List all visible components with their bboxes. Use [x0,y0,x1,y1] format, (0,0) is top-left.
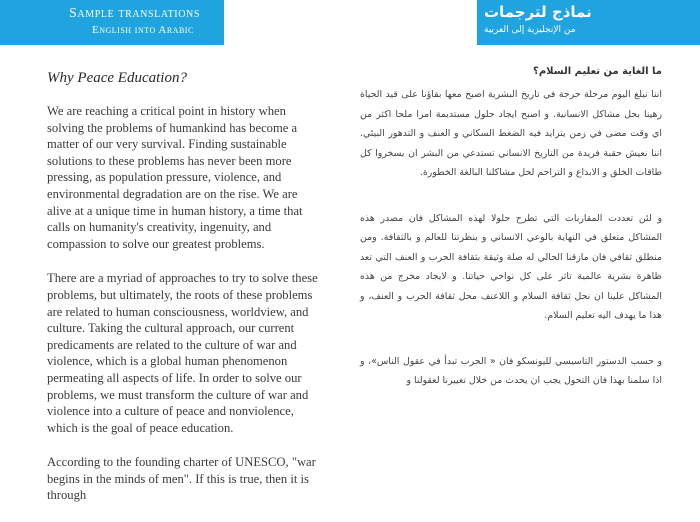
english-paragraph-2: There are a myriad of approaches to try to solve these problems, but ultimately, the roots of these problems are related to human consciousness, worldview, and culture. Taking the cultural approach, our current predicaments are related to the culture of war and violence, which is a global human phenomenon permeating all aspects of life. In order to solve our problems, we must transform the culture of war and violence into a culture of peace and nonviolence, which is the goal of peace education. [47,271,318,435]
header-title-english: Sample translations [69,6,201,21]
header-subtitle-arabic: من الإنجليزية إلى العربية [484,25,576,35]
english-column [47,70,322,522]
header-subtitle-english: English into Arabic [92,24,194,36]
arabic-paragraph-1: اننا نبلغ اليوم مرحلة حرجة في تاريخ البشرية اصبح معها بقاؤنا على قيد الحياة رهينا بحل مشاكل الانسانية. و اصبح ايجاد حلول مستديمة امرا ملحا اكثر من اي وقت مضى في زمن يتزايد فيه الضغط السكاني و العنف و التدهور البيئي. اننا نعيش حقبة فريدة من التاريخ الانساني تستدعي من البشر ان يسخروا كل طاقات الخلق و الابداع و التراحم لحل مشاكلنا البالغة الخطورة. [360,89,662,178]
arabic-paragraph-3: و حسب الدستور التاسيسي لليونسكو فان « الحرب تبدأ في عقول الناس»، و اذا سلمنا بهذا فان التحول يجب ان يحدث من خلال تغييرنا لعقولنا و [360,355,662,386]
english-heading: Why Peace Education? [47,70,187,86]
arabic-paragraph-2: و لئن تعددت المقاربات التي تطرح حلولا لهذه المشاكل فان مصدر هذه المشاكل متعلق في النهاية بالوعي الانساني و بنظرتنا للعالم و بالثقافة. ومن منطلق ثقافي فان مازقنا الحالي له صلة وثيقة بثقافة الحرب و العنف التي تعد ظاهرة بشرية عالمية تاثر على كل نواحي حياتنا. و لايجاد مخرج من هذه المشاكل علينا ان نحل ثقافة السلام و اللاعنف محل ثقافة الحرب و العنف، و هذا ما يهدف اليه تعليم السلام. [360,212,662,321]
arabic-column [360,66,662,417]
header-english-banner [0,0,224,45]
header-title-arabic: نماذج لترجمات [484,3,592,21]
arabic-heading: ما الغاية من تعليم السلام؟ [533,66,662,77]
header-arabic-banner [477,0,700,45]
english-paragraph-3: According to the founding charter of UNESCO, "war begins in the minds of men". If this is true, then it is through [47,455,316,503]
english-paragraph-1: We are reaching a critical point in history when solving the problems of humankind has become a matter of our very survival. Finding sustainable solutions to these problems has never been more pressing, as population pressure, violence, and environmental degradation are on the rise. We are alive at a unique time in human history, a time that calls on humanity's creativity, ingenuity, and compassion to solve our greatest problems. [47,104,303,251]
